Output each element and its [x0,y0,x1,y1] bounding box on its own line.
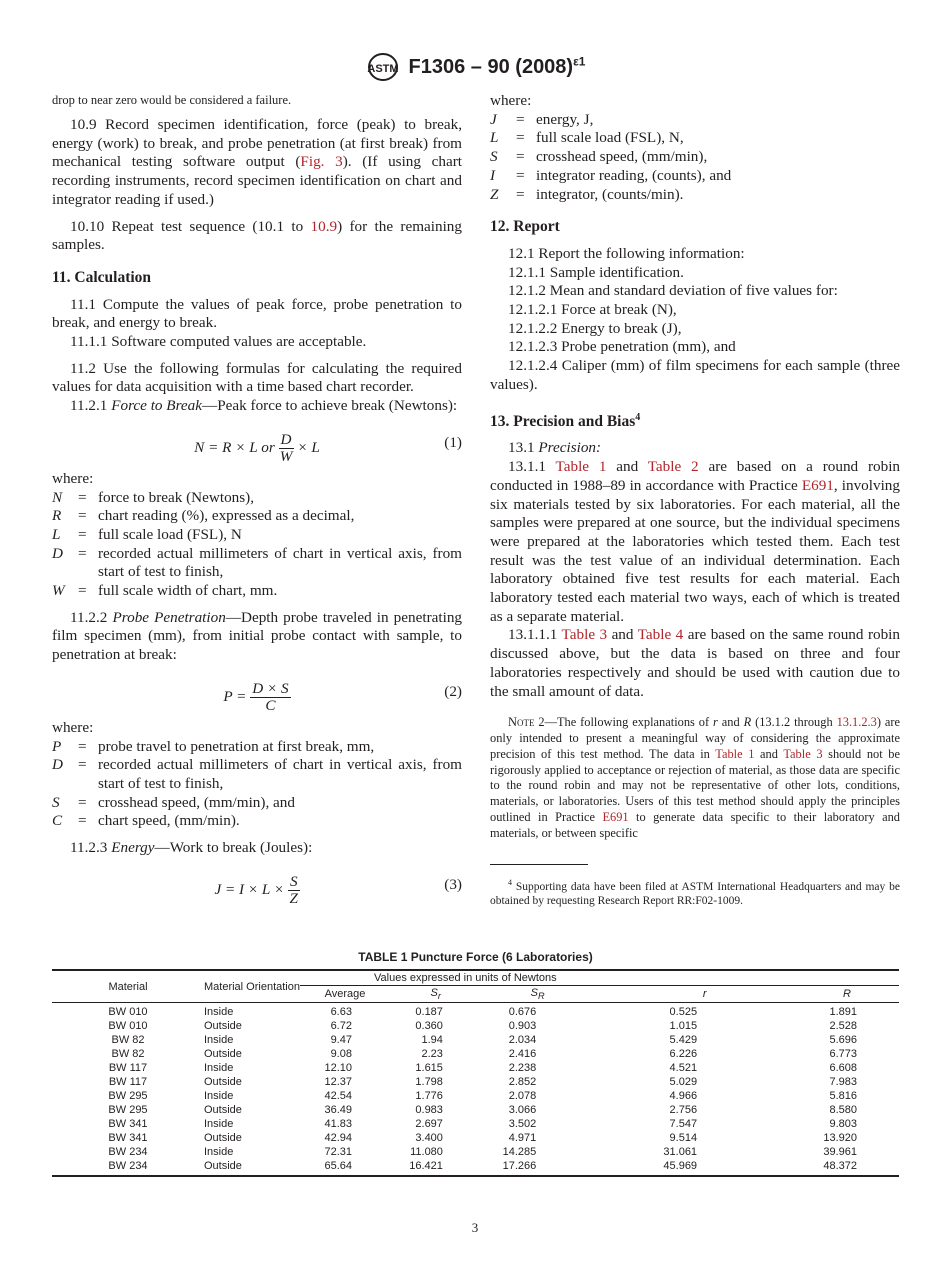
paragraph-11-2: 11.2 Use the following formulas for calculating the required values for data acquisition with a time based chart recorder. [52,359,462,396]
table-row [52,1047,899,1061]
table-cell: Inside [204,1146,234,1159]
right-column [490,92,900,909]
table-cell: 6.608 [829,1062,857,1075]
table-cell: 6.773 [829,1048,857,1061]
table-cell: 2.697 [415,1118,443,1131]
table-cell: 65.64 [300,1159,390,1176]
report-item: 12.1.2.2 Energy to break (J), [508,319,682,337]
page-number: 3 [471,1220,479,1235]
table-cell: 1.94 [421,1034,443,1047]
definition-list-1: N = force to break (Newtons), R = chart reading (%), expressed as a decimal, L = full scale load (FSL), N D = recorded actual millimeters of chart in vertical axis, from start of test to finish, W = full scale width of chart, mm. [52,488,462,600]
table-cell: 42.94 [324,1132,352,1145]
equation-1: N = R × L or $\frac{D}{W}$ × L (1) [194,430,462,465]
table-cell: 14.285 [502,1146,537,1159]
table-cell: 0.983 [415,1104,443,1117]
table-row [52,1033,899,1047]
table-cell: Inside [204,1006,234,1019]
table-cell: 4.971 [508,1132,537,1145]
table-4-link[interactable]: Table 4 [637,626,684,644]
svg-text:ASTM: ASTM [366,63,399,75]
paragraph-11-2-3: 11.2.3 Energy—Work to break (Joules): [70,839,313,857]
table-cell: BW 295 [108,1104,148,1117]
table-cell: 3.400 [415,1132,443,1145]
table-cell: Outside [204,1020,242,1033]
table-cell: 45.969 [614,1159,795,1176]
table-cell: 0.360 [415,1020,443,1033]
table-cell: Outside [204,1076,242,1089]
table-row [52,1089,899,1103]
table-cell: BW 82 [111,1048,145,1061]
equation-number: (2) [444,682,462,700]
table-cell: 12.37 [324,1076,352,1089]
table-row [52,1075,899,1089]
table-row [52,1131,899,1145]
table-cell: 2.416 [508,1048,537,1061]
e691-link[interactable]: E691 [801,476,834,494]
section-13-1-2-3-link[interactable]: 13.1.2.3 [836,715,877,730]
table-cell: 36.49 [324,1104,352,1117]
table-row [52,1003,899,1020]
table-cell: Outside [204,1132,242,1145]
paragraph-13-1-1: 13.1.1 Table 1 and Table 2 are based on a round robin conducted in 1988–89 in accordance with Practice E691, involving six materials tested by six laboratories. For each material, all the samples were prepared at one source, but the individual specimens were prepared at the laboratories which tested them. Each test result was the test value of an individual determination. Each laboratory obtained five test results for each material. Each laboratory tested each material two ways, each of which is treated as a separate material. [490,458,901,625]
table-cell: 2.528 [829,1020,857,1033]
table-cell: 7.547 [669,1118,698,1131]
table-cell: 0.903 [508,1020,537,1033]
table-cell: 9.08 [330,1048,352,1061]
report-item: 12.1.2.4 Caliper (mm) of film specimens for each sample (three values). [490,357,900,393]
table-cell: BW 117 [108,1062,148,1075]
table-row [52,1061,899,1075]
column-header-material: Material [52,970,204,1003]
document-title: F1306 – 90 $(2008)^{\varepsilon 1}$ [408,54,586,79]
table-cell: BW 234 [52,1159,204,1176]
table-cell: 9.514 [669,1132,698,1145]
table-cell: 1.015 [669,1020,698,1033]
definition-list-2: P = probe travel to penetration at first break, mm, D = recorded actual millimeters of chart in vertical axis, from start of test to finish, S = crosshead speed, (mm/min), and C = chart speed, (mm/min). [52,737,462,830]
table-row [52,1159,899,1176]
footnote-divider [490,864,588,865]
equation-3: J = I × L × $\frac{S}{Z}$ (3) [214,872,462,907]
table-row [52,1103,899,1117]
report-item: 12.1 Report the following information: [508,244,745,262]
left-column [52,92,462,912]
table-2-link[interactable]: Table 2 [647,458,699,476]
table-cell: 4.521 [669,1062,698,1075]
e691-link[interactable]: E691 [602,810,629,825]
table-cell: 17.266 [461,1159,614,1176]
table-cell: Outside [204,1159,300,1176]
table-cell: 5.429 [669,1034,698,1047]
table-3-link[interactable]: Table 3 [561,626,608,644]
table-cell: BW 341 [108,1118,148,1131]
table-cell: 1.615 [415,1062,443,1075]
table-cell: BW 341 [108,1132,148,1145]
table-cell: 2.238 [508,1062,537,1075]
astm-logo-icon [365,52,401,82]
equation-number: (3) [444,875,462,893]
table-cell: Inside [204,1034,234,1047]
table-cell: BW 117 [108,1076,148,1089]
section-10-9-link[interactable]: 10.9 [310,217,338,235]
table-cell: 11.080 [410,1146,443,1159]
paragraph-13-1-1-1: 13.1.1.1 Table 3 and Table 4 are based on the same round robin discussed above, but the data is based on three and four laboratories respectively and should be used with caution due to the small amount of data. [490,626,900,700]
column-header-orientation: Material Orientation [204,970,300,1003]
section-heading-precision-bias: 13. Precision and Bias$^4$ [490,411,641,430]
paragraph-10-9: 10.9 Record specimen identification, force (peak) to break, energy (work) to break, and probe penetration (at first break) from mechanical testing software output (Fig. 3). (If using chart recording instruments, record specimen identification on chart and integrator reading if used.) [52,116,462,208]
table-1 [52,950,899,1177]
report-item: 12.1.1 Sample identification. [508,263,684,281]
table-cell: 5.029 [669,1076,698,1089]
table-cell: 3.502 [508,1118,537,1131]
equation-2: P = $\frac{D \times S}{C}$ (2) [223,679,462,714]
table-cell: 2.756 [669,1104,698,1117]
table-cell: 39.961 [823,1146,857,1159]
footnote-4: $^4$ Supporting data have been filed at ASTM International Headquarters and may be obtained by requesting Research Report RR:F02-1009. [490,877,900,908]
table-cell: 0.525 [669,1006,698,1019]
table-cell: BW 234 [108,1146,148,1159]
table-cell: BW 82 [111,1034,145,1047]
table-cell: 1.798 [415,1076,443,1089]
table-3-link[interactable]: Table 3 [783,746,823,761]
table-cell: Inside [204,1118,234,1131]
table-cell: BW 010 [108,1020,148,1033]
table-cell: 2.23 [421,1048,443,1061]
column-header-r: r [614,986,795,1003]
table-cell: 48.372 [795,1159,899,1176]
table-cell: 0.187 [415,1006,443,1019]
report-item: 12.1.2.3 Probe penetration (mm), and [508,338,736,356]
table-cell: Outside [204,1104,242,1117]
where-label: where: [52,469,94,487]
table-cell: 12.10 [324,1062,352,1075]
table-cell: 13.920 [823,1132,857,1145]
table-cell: 16.421 [390,1159,461,1176]
table-1-link[interactable]: Table 1 [715,746,755,761]
table-cell: 8.580 [829,1104,857,1117]
column-header-R: R [795,986,899,1003]
table-cell: 2.078 [508,1090,537,1103]
table-cell: 2.034 [508,1034,537,1047]
paragraph-11-1: 11.1 Compute the values of peak force, probe penetration to break, and energy to break. [52,295,462,332]
table-caption: TABLE 1 Puncture Force (6 Laboratories) [358,950,593,964]
definition-list-3: J = energy, J, L = full scale load (FSL), N, S = crosshead speed, (mm/min), I = integrator reading, (counts), and Z = integrator, (counts/min). [490,110,732,203]
paragraph-11-2-1: 11.2.1 Force to Break—Peak force to achieve break (Newtons): [70,397,458,415]
table-cell: BW 010 [108,1006,148,1019]
table-cell: 5.816 [829,1090,857,1103]
table-cell: 6.226 [669,1048,698,1061]
table-cell: 1.891 [829,1006,857,1019]
report-item: 12.1.2.1 Force at break (N), [508,301,677,319]
section-heading-calculation: 11. Calculation [52,268,152,286]
table-cell: 6.63 [330,1006,352,1019]
fig-3-link[interactable]: Fig. 3 [300,153,343,171]
where-label: where: [490,92,532,109]
units-header: Values expressed in units of Newtons [300,970,899,986]
table-cell: 1.776 [415,1090,443,1103]
note-2: Note 2—The following explanations of r and R (13.1.2 through 13.1.2.3) are only intended to present a meaningful way of considering the approximate precision of this test method. The data in Table 1 and Table 3 should not be rigorously applied to acceptance or rejection of material, as those data are specific to the round robin and may not be representative of other lots, conditions, materials, or laboratories. Users of this test method should apply the principles outlined in Practice E691 to generate data specific to their laboratory and materials, or between specific [490,715,901,840]
table-cell: Inside [204,1090,234,1103]
table-cell: Inside [204,1062,234,1075]
table-cell: 31.061 [663,1146,698,1159]
equation-number: (1) [444,433,462,451]
table-cell: 3.066 [508,1104,537,1117]
table-cell: 4.966 [669,1090,698,1103]
page-header [0,52,950,82]
where-label: where: [52,718,94,736]
table-cell: Outside [204,1048,242,1061]
column-header-sr: $S_r$ [390,986,461,1003]
column-header-average: Average [300,986,390,1003]
table-cell: BW 295 [108,1090,148,1103]
table-cell: 5.696 [829,1034,857,1047]
paragraph: drop to near zero would be considered a failure. [52,93,292,107]
report-item: 12.1.2 Mean and standard deviation of five values for: [508,282,838,300]
table-row [52,1019,899,1033]
table-cell: 9.803 [829,1118,857,1131]
table-row [52,1117,899,1131]
table-cell: 9.47 [330,1034,352,1047]
paragraph-13-1: 13.1 Precision: [508,439,602,457]
table-cell: 6.72 [330,1020,352,1033]
table-cell: 41.83 [324,1118,352,1131]
table-cell: 42.54 [324,1090,352,1103]
column-header-sR: $S_R$ [461,986,614,1003]
table-cell: 7.983 [829,1076,857,1089]
paragraph-11-1-1: 11.1.1 Software computed values are acceptable. [70,333,367,351]
paragraph-11-2-2: 11.2.2 Probe Penetration—Depth probe traveled in penetrating film specimen (mm), from initial probe contact with sample, to penetration at break: [52,608,463,664]
footnote-ref-4[interactable]: 4 [635,411,641,423]
paragraph-10-10: 10.10 Repeat test sequence (10.1 to 10.9) for the remaining samples. [52,217,462,254]
section-heading-report: 12. Report [490,218,560,236]
table-cell: 0.676 [508,1006,537,1019]
table-cell: 2.852 [508,1076,537,1089]
table-1-link[interactable]: Table 1 [555,458,607,476]
table-cell: 72.31 [324,1146,352,1159]
table-row [52,1145,899,1159]
